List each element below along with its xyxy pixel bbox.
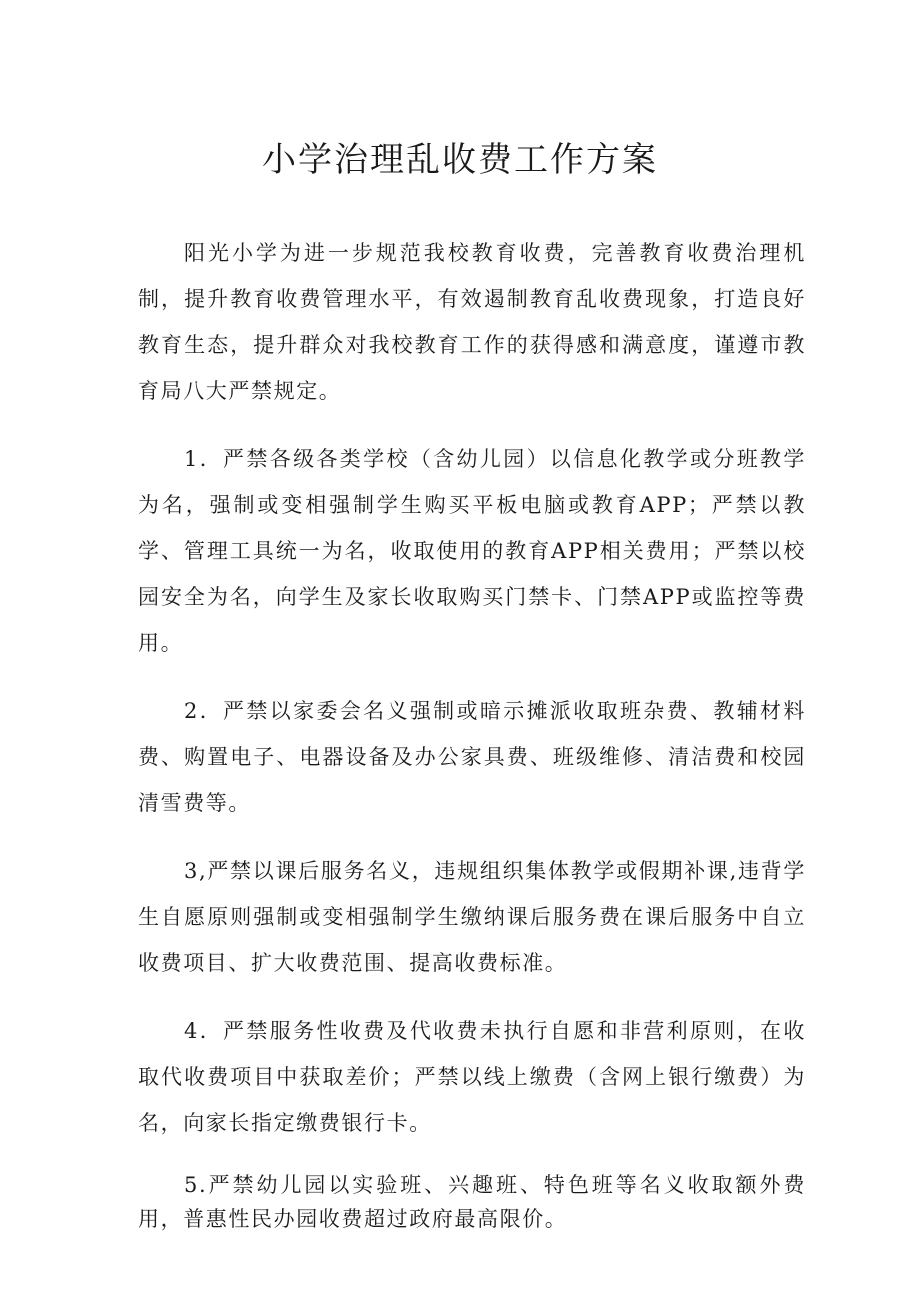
intro-paragraph: 阳光小学为进一步规范我校教育收费，完善教育收费治理机制，提升教育收费管理水平，有效遏制教育乱收费现象，打造良好教育生态，提升群众对我校教育工作的获得感和满意度，谨遵市教育局八大严禁规定。 [138, 241, 806, 403]
rule-paragraph-3: 3,严禁以课后服务名义，违规组织集体教学或假期补课,违背学生自愿原则强制或变相强制学生缴纳课后服务费在课后服务中自立收费项目、扩大收费范围、提高收费标准。 [138, 859, 806, 975]
rule-paragraph-5: 5.严禁幼儿园以实验班、兴趣班、特色班等名义收取额外费用，普惠性民办园收费超过政府最高限价。 [138, 1173, 806, 1231]
document-body [138, 230, 806, 1258]
document-title: 小学治理乱收费工作方案 [262, 140, 658, 180]
rule-paragraph-2: 2．严禁以家委会名义强制或暗示摊派收取班杂费、教辅材料费、购置电子、电器设备及办公家具费、班级维修、清洁费和校园清雪费等。 [138, 699, 806, 815]
rule-paragraph-1: 1．严禁各级各类学校（含幼儿园）以信息化教学或分班教学为名，强制或变相强制学生购买平板电脑或教育APP；严禁以教学、管理工具统一为名，收取使用的教育APP相关费用；严禁以校园安全为名，向学生及家长收取购买门禁卡、门禁APP或监控等费用。 [138, 447, 806, 655]
rule-paragraph-4: 4．严禁服务性收费及代收费未执行自愿和非营利原则，在收取代收费项目中获取差价；严禁以线上缴费（含网上银行缴费）为名，向家长指定缴费银行卡。 [138, 1019, 806, 1135]
